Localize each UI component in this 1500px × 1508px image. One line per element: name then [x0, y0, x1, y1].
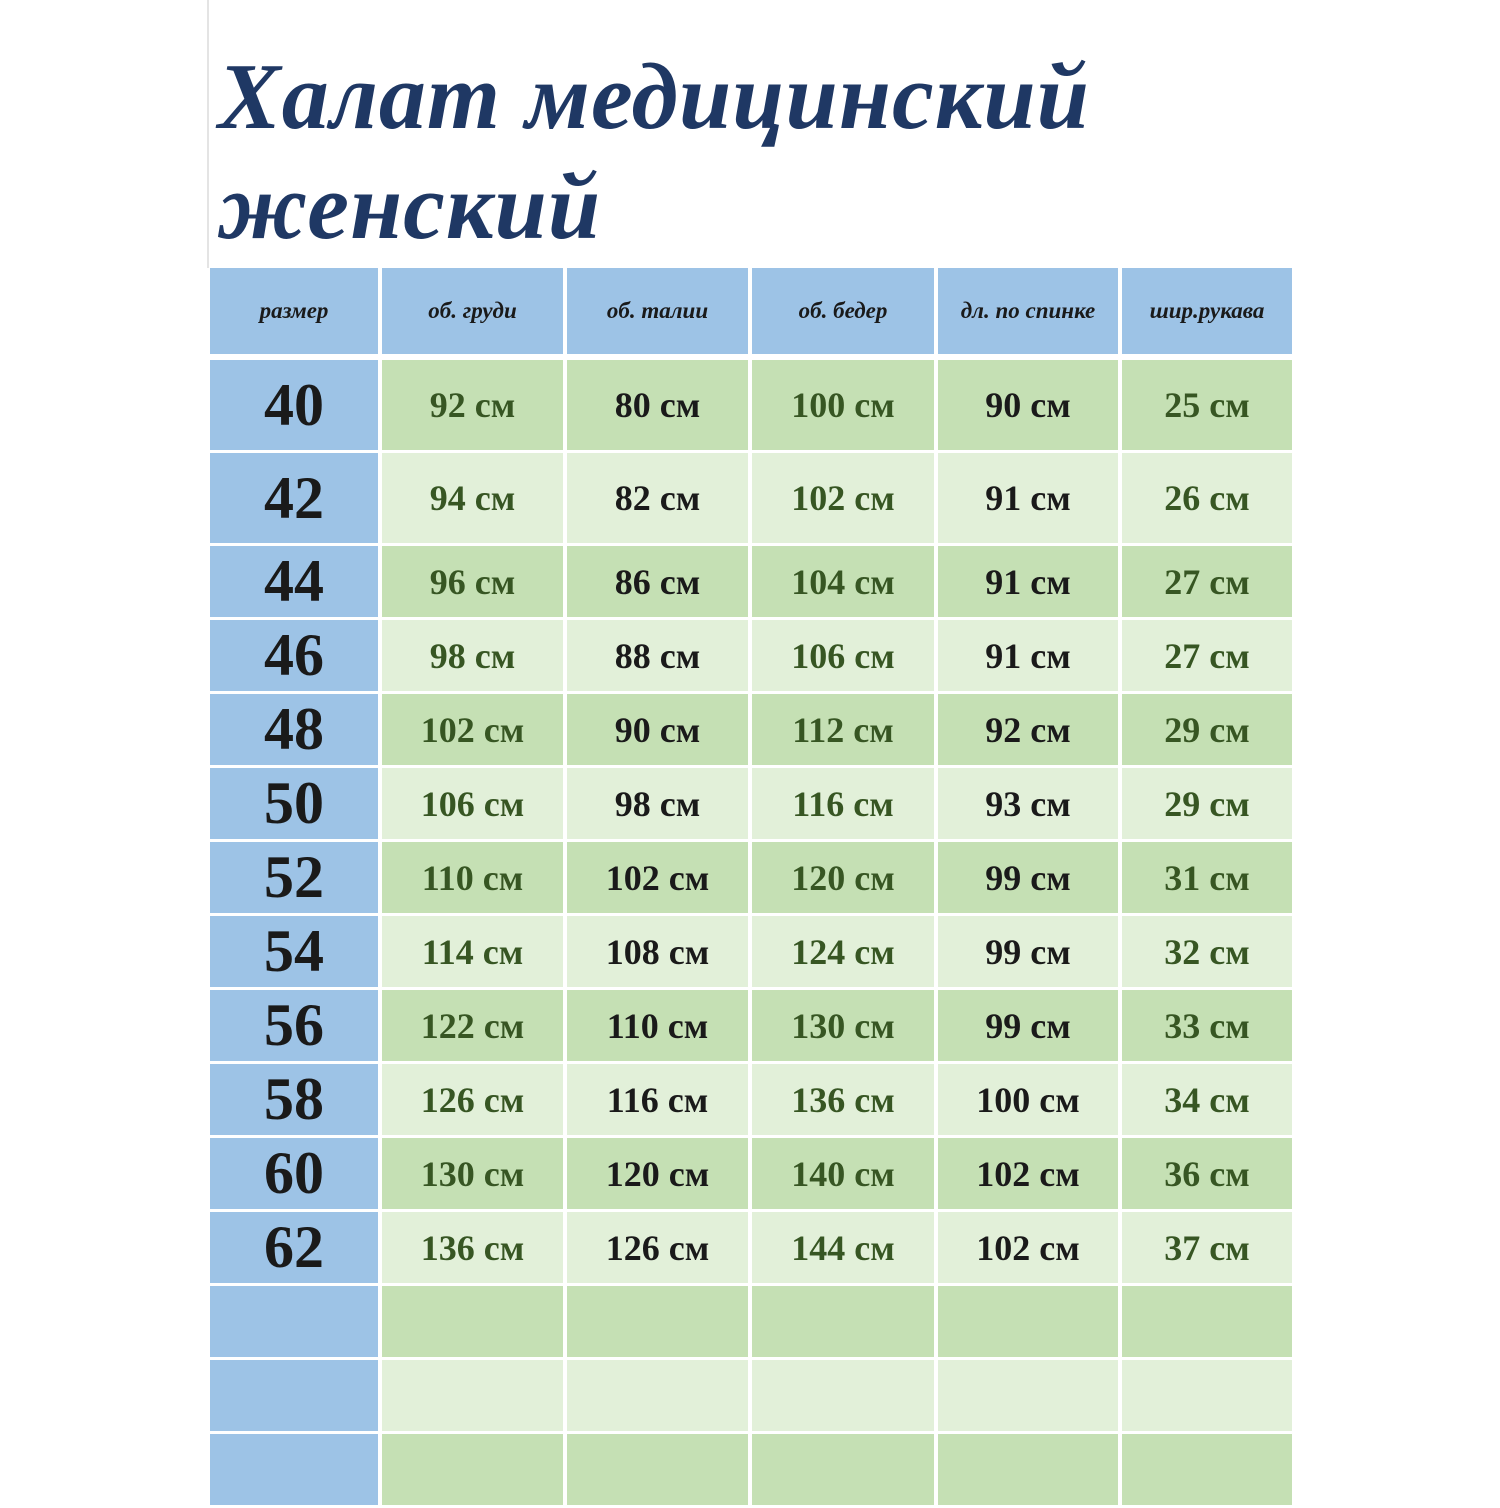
sleeve-width-cell: [1122, 1434, 1292, 1508]
hips-cell: [752, 1360, 938, 1434]
hips-cell: 140 см: [752, 1138, 938, 1212]
table-row: [210, 694, 1292, 768]
chest-cell: 136 см: [382, 1212, 567, 1286]
hips-cell: [752, 1434, 938, 1508]
hips-cell: [752, 1286, 938, 1360]
waist-cell: 110 см: [567, 990, 752, 1064]
hips-cell: 130 см: [752, 990, 938, 1064]
size-cell: 56: [210, 990, 382, 1064]
page-title: [218, 42, 1090, 262]
left-border-line: [207, 0, 209, 268]
back-length-cell: 99 см: [938, 842, 1122, 916]
size-cell: 44: [210, 546, 382, 620]
back-length-cell: 93 см: [938, 768, 1122, 842]
hips-cell: 116 см: [752, 768, 938, 842]
hips-cell: 112 см: [752, 694, 938, 768]
header-back-length: дл. по спинке: [938, 268, 1122, 360]
header-waist: об. талии: [567, 268, 752, 360]
chest-cell: 102 см: [382, 694, 567, 768]
header-hips: об. бедер: [752, 268, 938, 360]
waist-cell: 120 см: [567, 1138, 752, 1212]
table-row: [210, 1286, 1292, 1360]
table-row: [210, 360, 1292, 453]
chest-cell: 106 см: [382, 768, 567, 842]
waist-cell: 98 см: [567, 768, 752, 842]
waist-cell: 86 см: [567, 546, 752, 620]
waist-cell: 80 см: [567, 360, 752, 453]
size-cell: 46: [210, 620, 382, 694]
back-length-cell: [938, 1434, 1122, 1508]
size-cell: [210, 1360, 382, 1434]
chest-cell: 110 см: [382, 842, 567, 916]
page-title-line-1: Халат медицинский: [218, 45, 1090, 149]
chest-cell: [382, 1360, 567, 1434]
chest-cell: 122 см: [382, 990, 567, 1064]
sleeve-width-cell: 32 см: [1122, 916, 1292, 990]
header-sleeve-width: шир.рукава: [1122, 268, 1292, 360]
waist-cell: 102 см: [567, 842, 752, 916]
waist-cell: 90 см: [567, 694, 752, 768]
chest-cell: 130 см: [382, 1138, 567, 1212]
back-length-cell: 91 см: [938, 620, 1122, 694]
page-title-line-2: женский: [218, 155, 602, 259]
sleeve-width-cell: 37 см: [1122, 1212, 1292, 1286]
size-cell: 40: [210, 360, 382, 453]
size-cell: 52: [210, 842, 382, 916]
size-chart-table: [210, 268, 1292, 1508]
size-cell: [210, 1286, 382, 1360]
hips-cell: 124 см: [752, 916, 938, 990]
size-cell: 48: [210, 694, 382, 768]
table-row: [210, 1064, 1292, 1138]
size-cell: 54: [210, 916, 382, 990]
back-length-cell: 92 см: [938, 694, 1122, 768]
hips-cell: 106 см: [752, 620, 938, 694]
chest-cell: 92 см: [382, 360, 567, 453]
waist-cell: 88 см: [567, 620, 752, 694]
sleeve-width-cell: [1122, 1360, 1292, 1434]
table-row: [210, 453, 1292, 546]
waist-cell: 82 см: [567, 453, 752, 546]
waist-cell: 126 см: [567, 1212, 752, 1286]
waist-cell: [567, 1434, 752, 1508]
table-row: [210, 1360, 1292, 1434]
hips-cell: 144 см: [752, 1212, 938, 1286]
chest-cell: 98 см: [382, 620, 567, 694]
table-row: [210, 768, 1292, 842]
hips-cell: 102 см: [752, 453, 938, 546]
back-length-cell: 102 см: [938, 1212, 1122, 1286]
size-cell: 42: [210, 453, 382, 546]
waist-cell: [567, 1360, 752, 1434]
sleeve-width-cell: 27 см: [1122, 620, 1292, 694]
chest-cell: [382, 1286, 567, 1360]
back-length-cell: 91 см: [938, 453, 1122, 546]
size-cell: [210, 1434, 382, 1508]
waist-cell: 108 см: [567, 916, 752, 990]
table-row: [210, 990, 1292, 1064]
chest-cell: 96 см: [382, 546, 567, 620]
table-row: [210, 620, 1292, 694]
chest-cell: [382, 1434, 567, 1508]
back-length-cell: 99 см: [938, 990, 1122, 1064]
hips-cell: 104 см: [752, 546, 938, 620]
back-length-cell: 90 см: [938, 360, 1122, 453]
header-chest: об. груди: [382, 268, 567, 360]
table-row: [210, 1138, 1292, 1212]
waist-cell: 116 см: [567, 1064, 752, 1138]
sleeve-width-cell: 27 см: [1122, 546, 1292, 620]
table-row: [210, 1434, 1292, 1508]
chest-cell: 114 см: [382, 916, 567, 990]
waist-cell: [567, 1286, 752, 1360]
size-cell: 50: [210, 768, 382, 842]
table-header-row: [210, 268, 1292, 360]
table-row: [210, 546, 1292, 620]
size-cell: 60: [210, 1138, 382, 1212]
back-length-cell: 100 см: [938, 1064, 1122, 1138]
sleeve-width-cell: 26 см: [1122, 453, 1292, 546]
sleeve-width-cell: 29 см: [1122, 768, 1292, 842]
header-size: размер: [210, 268, 382, 360]
chest-cell: 94 см: [382, 453, 567, 546]
hips-cell: 120 см: [752, 842, 938, 916]
sleeve-width-cell: 25 см: [1122, 360, 1292, 453]
sleeve-width-cell: 36 см: [1122, 1138, 1292, 1212]
back-length-cell: 99 см: [938, 916, 1122, 990]
hips-cell: 100 см: [752, 360, 938, 453]
back-length-cell: [938, 1360, 1122, 1434]
sleeve-width-cell: 34 см: [1122, 1064, 1292, 1138]
sleeve-width-cell: 29 см: [1122, 694, 1292, 768]
sleeve-width-cell: 33 см: [1122, 990, 1292, 1064]
chest-cell: 126 см: [382, 1064, 567, 1138]
sleeve-width-cell: [1122, 1286, 1292, 1360]
back-length-cell: [938, 1286, 1122, 1360]
size-cell: 58: [210, 1064, 382, 1138]
size-cell: 62: [210, 1212, 382, 1286]
back-length-cell: 91 см: [938, 546, 1122, 620]
table-row: [210, 1212, 1292, 1286]
sleeve-width-cell: 31 см: [1122, 842, 1292, 916]
table-row: [210, 916, 1292, 990]
hips-cell: 136 см: [752, 1064, 938, 1138]
back-length-cell: 102 см: [938, 1138, 1122, 1212]
table-row: [210, 842, 1292, 916]
